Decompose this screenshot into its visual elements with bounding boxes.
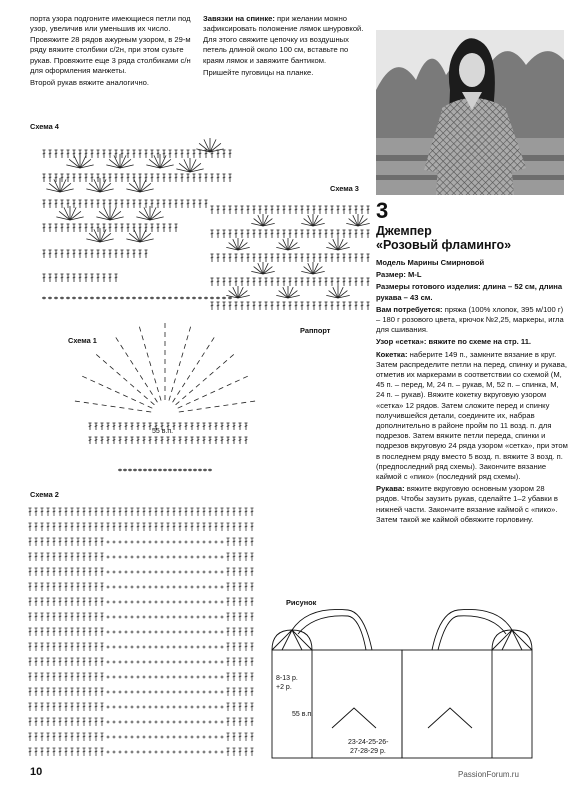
dimensions-value: длина – 52 см, длина рукава – 43 см.	[376, 282, 563, 302]
article-text	[376, 200, 568, 527]
middle-paragraph-2: Пришейте пуговицы на планке.	[203, 68, 314, 78]
schema-1-diagram	[60, 318, 270, 478]
schema-2-label: Схема 2	[30, 490, 59, 499]
schema-1-count: 55 в.п.	[152, 428, 174, 435]
figure-left-extra-rows: +2 р.	[276, 684, 292, 691]
size-value: M-L	[405, 270, 422, 280]
figure-left-rows: 8-13 р.	[276, 675, 298, 682]
figure-bottom-rows-2: 27-28-29 р.	[350, 748, 386, 755]
yoke-heading: Кокетка:	[376, 349, 408, 359]
schema-3-label: Схема 3	[330, 184, 359, 193]
yoke-value: наберите 149 п., замкните вязание в круг. Затем распределите петли на перед, спинку и рукава, отметив их маркерами в соответствии со схемой (М, 45 п. – перед, М, 24 п. – рукав, М, 52 п. – спинка, М, 24 п. – рукав). Вяжите кокетку вкруговую узором «сетка» 12 рядов. Затем сложите перед и спинку получившейся детали, соедините их, набрав дополнительно в районе пройм по 11 возд. п. для подрезов. Затем вяжите петли переда, спинки и подрезов вкруговую 24 ряда узором «сетка», при этом в последнем ряду вместо 5 возд. п. вяжите 3 возд. п. (предпоследний ряд схемы). Закончите вязание каймой с «пико» (последний ряд схемы).	[376, 349, 568, 482]
schema-4-label: Схема 4	[30, 122, 59, 131]
article-number: 3	[376, 198, 389, 223]
left-column-text	[30, 14, 195, 89]
middle-paragraph-1	[203, 14, 368, 66]
article-title: Джемпер	[376, 224, 432, 238]
figure-chain-count: 55 в.п.	[292, 711, 314, 718]
article-sleeves	[376, 484, 568, 525]
pattern-value: вяжите по схеме на стр. 11.	[426, 337, 532, 347]
rapport-label: Раппорт	[300, 326, 331, 335]
sleeves-value: вяжите вкруговую основным узором 28 рядов. Чтобы заузить рукав, сделайте 1–2 убавки в нижней части. Закончите вязание каймой с «пико». Затем такой же каймой обвяжите горловину.	[376, 484, 558, 524]
article-size	[376, 270, 568, 280]
figure-bottom-rows-1: 23-24-25-26-	[348, 739, 389, 746]
figure-label: Рисунок	[286, 598, 317, 607]
left-paragraph-2: Второй рукав вяжите аналогично.	[30, 78, 150, 88]
article-pattern	[376, 337, 568, 347]
article-dimensions	[376, 282, 568, 302]
sleeves-heading: Рукава:	[376, 484, 405, 494]
materials-value: пряжа (100% хлопок, 395 м/100 г) – 180 г розового цвета, крючок №2,25, маркеры, игла для сшивания.	[376, 304, 564, 335]
schema-2-diagram	[26, 502, 266, 762]
figure-drawing	[268, 604, 568, 764]
middle-paragraph-1-body: при желании можно зафиксировать положение лямок шнуровкой. Для этого свяжите цепочку из воздушных петель длиной около 100 см, вставьте по краям лямок и завяжите бантиком.	[203, 14, 364, 65]
schema-3-diagram	[208, 190, 376, 324]
size-heading: Размер:	[376, 270, 406, 280]
schema-1-label: Схема 1	[68, 336, 97, 345]
dimensions-heading: Размеры готового изделия:	[376, 282, 481, 292]
materials-heading: Вам потребуется:	[376, 304, 443, 314]
article-materials	[376, 305, 568, 336]
watermark: PassionForum.ru	[458, 770, 519, 779]
page-number: 10	[30, 766, 43, 778]
middle-paragraph-1-heading: Завязки на спинке:	[203, 14, 275, 23]
model-photo	[376, 30, 564, 195]
article-author: Модель Марины Смирновой	[376, 258, 485, 267]
article-yoke	[376, 350, 568, 483]
middle-column-text	[203, 14, 368, 78]
article-subtitle: «Розовый фламинго»	[376, 238, 512, 252]
pattern-heading: Узор «сетка»:	[376, 337, 427, 347]
left-paragraph-1: порта узора подгоните имеющиеся петли под узор, увеличив или уменьшив их число. Провяжите 28 рядов ажурным узором, в 29-м ряду вяжите столбики с/2н, при этом сузьте рукав. Провяжите еще 3 ряда столбиками с/н для оформления манжеты.	[30, 14, 191, 76]
